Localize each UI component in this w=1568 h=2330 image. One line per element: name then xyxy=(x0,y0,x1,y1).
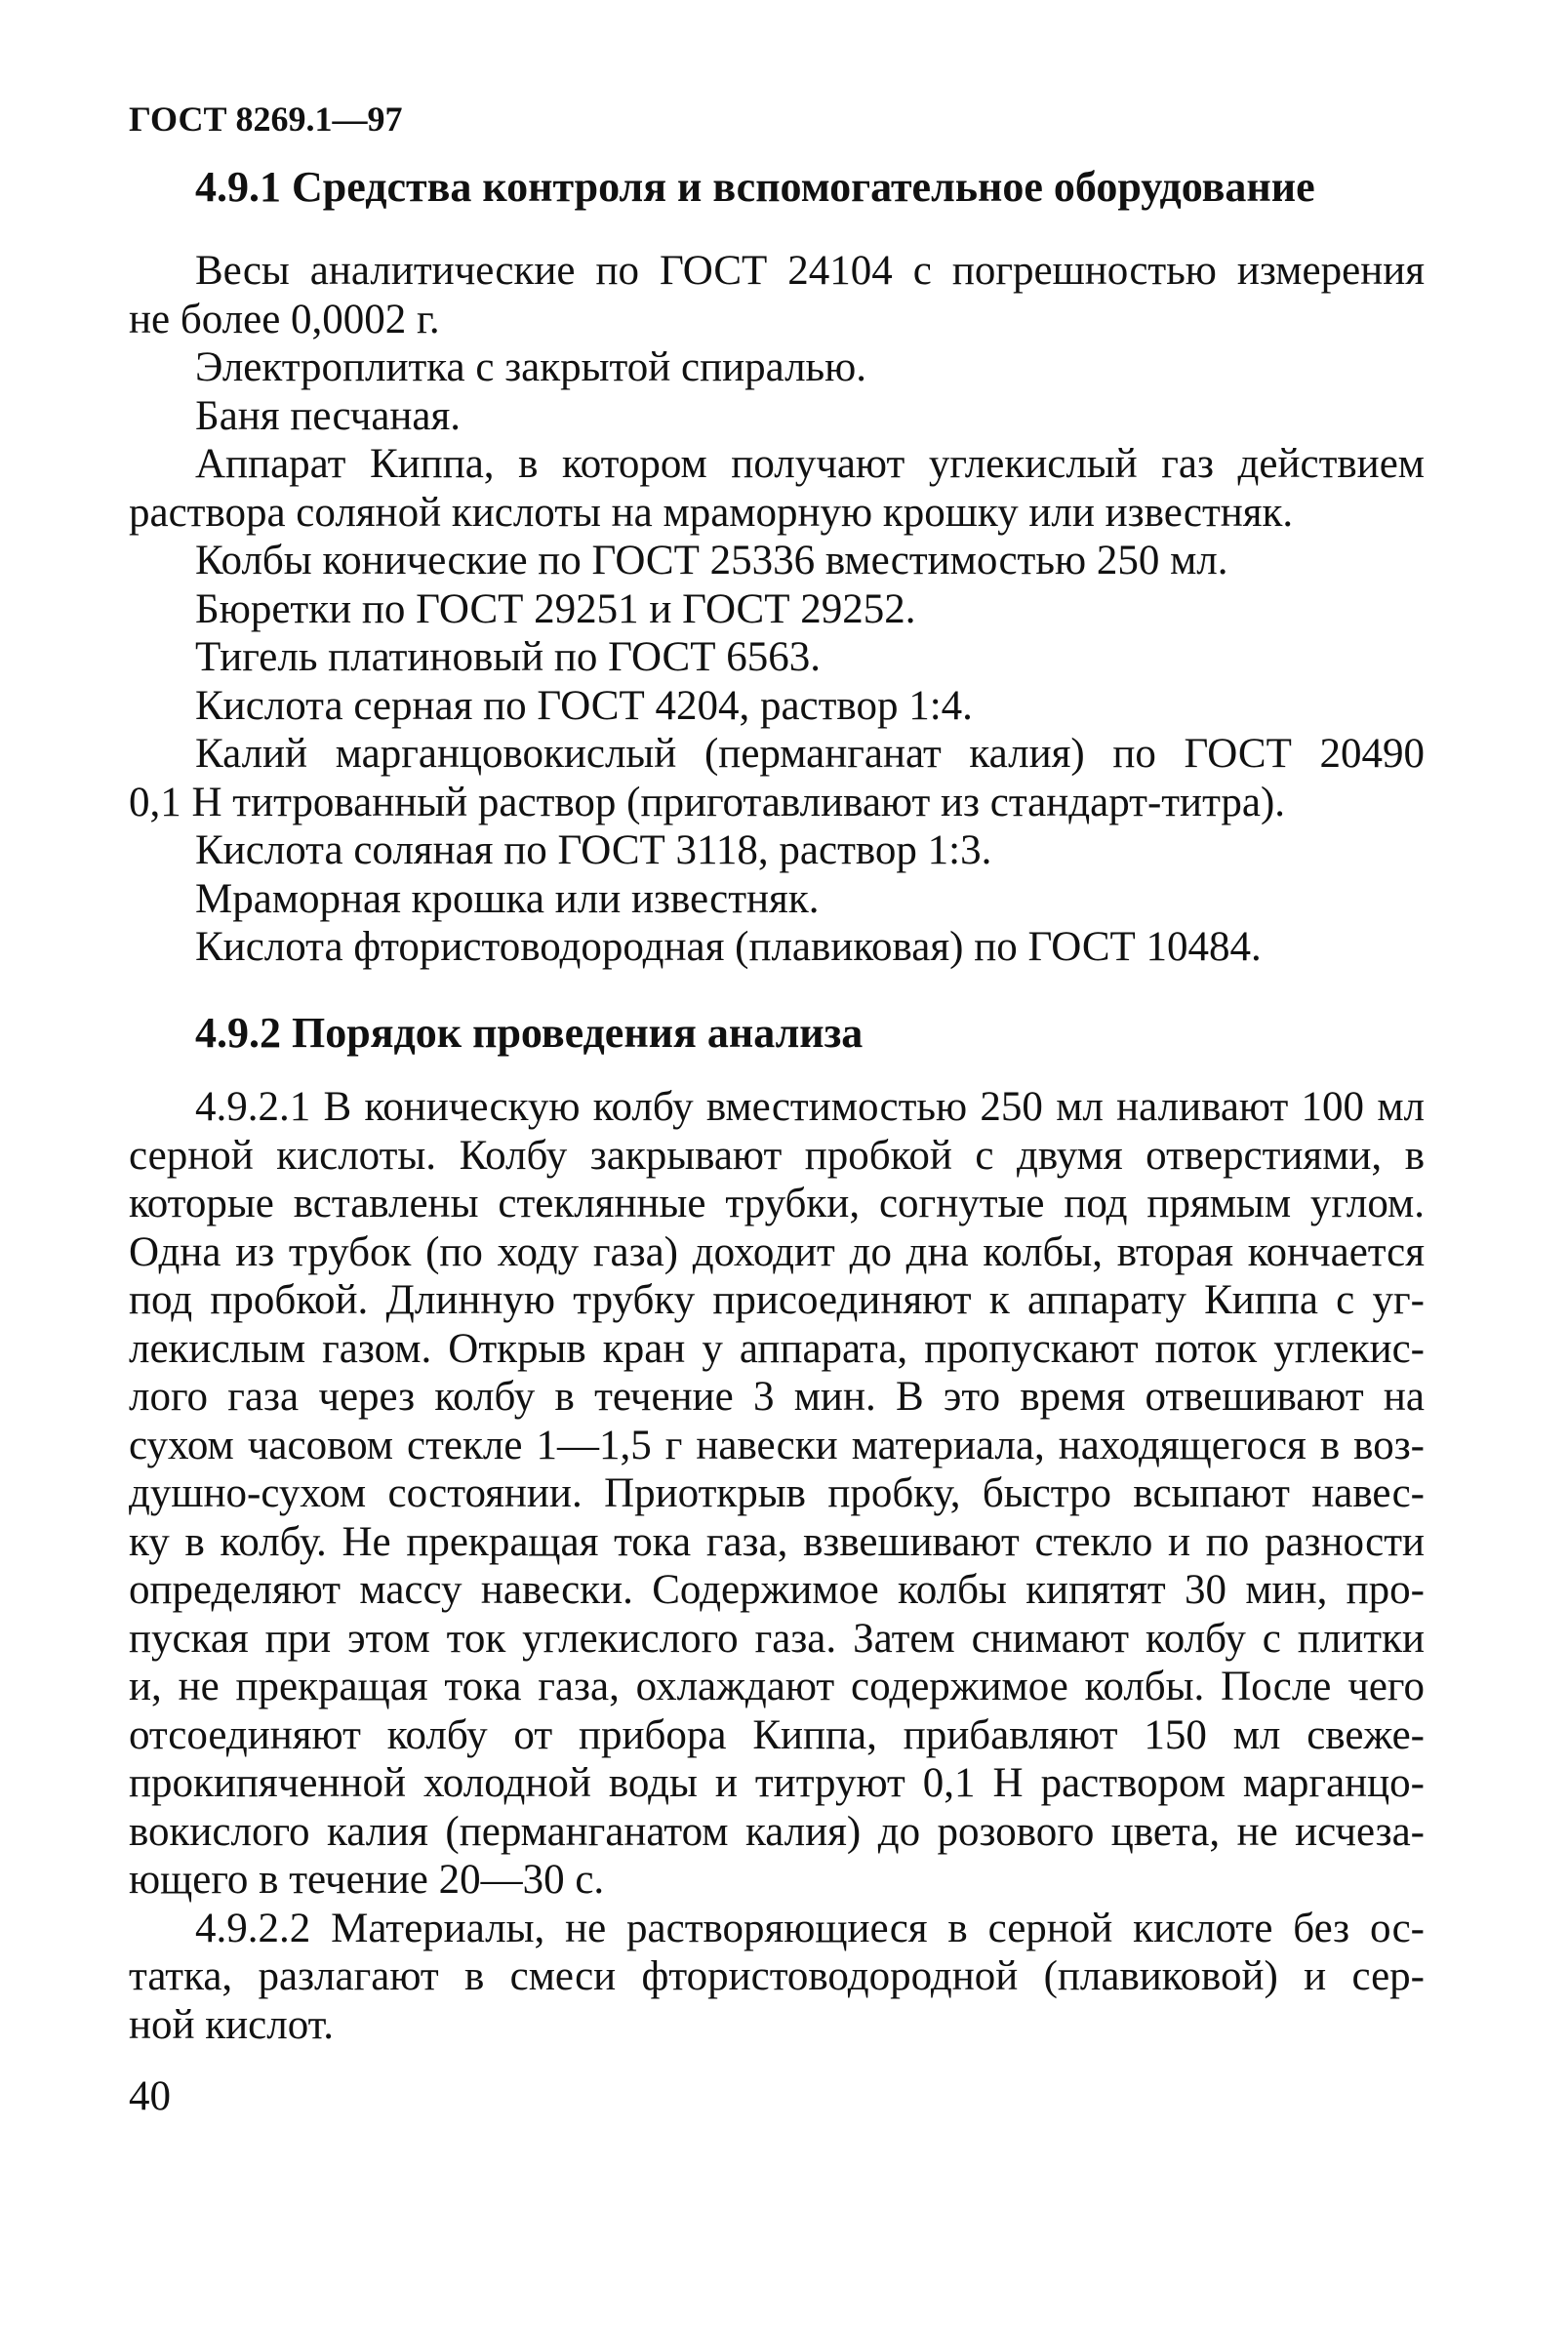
equipment-line: не более 0,0002 г. xyxy=(129,296,440,342)
document-id: ГОСТ 8269.1—97 xyxy=(129,100,403,139)
procedure-line: отсоединяют колбу от прибора Киппа, прибавляют 150 мл свеже- xyxy=(129,1711,1425,1758)
procedure-line: прокипяченной холодной воды и титруют 0,1 Н раствором марганцо- xyxy=(129,1760,1425,1806)
equipment-line: Кислота соляная по ГОСТ 3118, раствор 1:3. xyxy=(195,827,992,873)
procedure-line: душно-сухом состоянии. Приоткрыв пробку, быстро всыпают навес- xyxy=(129,1470,1425,1516)
procedure-line: которые вставлены стеклянные трубки, согнутые под прямым углом. xyxy=(129,1181,1425,1226)
procedure-line: татка, разлагают в смеси фтористоводородной (плавиковой) и сер- xyxy=(129,1953,1425,1999)
procedure-line: ку в колбу. Не прекращая тока газа, взвешивают стекло и по разности xyxy=(129,1518,1425,1565)
procedure-line: под пробкой. Длинную трубку присоединяют к аппарату Киппа с уг- xyxy=(129,1277,1425,1323)
procedure-line: определяют массу навески. Содержимое колбы кипятят 30 мин, про- xyxy=(129,1567,1425,1613)
equipment-line: Электроплитка с закрытой спиралью. xyxy=(195,344,867,390)
equipment-line: Аппарат Киппа, в котором получают углекислый газ действием xyxy=(195,441,1425,487)
equipment-line: Весы аналитические по ГОСТ 24104 с погрешностью измерения xyxy=(195,248,1425,294)
procedure-line: лого газа через колбу в течение 3 мин. В это время отвешивают на xyxy=(129,1374,1425,1420)
procedure-line: сухом часовом стекле 1—1,5 г навески материала, находящегося в воз- xyxy=(129,1422,1425,1468)
procedure-line: Одна из трубок (по ходу газа) доходит до дна колбы, вторая кончается xyxy=(129,1228,1425,1275)
procedure-line: ной кислот. xyxy=(129,2001,334,2048)
equipment-line: раствора соляной кислоты на мраморную крошку или известняк. xyxy=(129,489,1294,536)
procedure-line: ющего в течение 20—30 с. xyxy=(129,1857,605,1903)
equipment-line: Баня песчаная. xyxy=(195,392,462,439)
procedure-line: серной кислоты. Колбу закрывают пробкой с двумя отверстиями, в xyxy=(129,1132,1425,1179)
equipment-line: Тигель платиновый по ГОСТ 6563. xyxy=(195,634,821,680)
procedure-line: 4.9.2.2 Материалы, не растворяющиеся в серной кислоте без ос- xyxy=(195,1905,1425,1951)
procedure-line: лекислым газом. Открыв кран у аппарата, пропускают поток углекис- xyxy=(129,1325,1425,1372)
equipment-line: Кислота серная по ГОСТ 4204, раствор 1:4. xyxy=(195,682,973,729)
procedure-line: и, не прекращая тока газа, охлаждают содержимое колбы. После чего xyxy=(129,1664,1425,1709)
procedure-line: вокислого калия (перманганатом калия) до розового цвета, не исчеза- xyxy=(129,1808,1425,1855)
section-heading-equipment: 4.9.1 Средства контроля и вспомогательное оборудование xyxy=(195,163,1315,211)
equipment-line: 0,1 Н титрованный раствор (приготавливают из стандарт-титра). xyxy=(129,779,1286,825)
equipment-line: Мраморная крошка или известняк. xyxy=(195,875,820,922)
section-heading-procedure: 4.9.2 Порядок проведения анализа xyxy=(195,1009,864,1057)
page-number: 40 xyxy=(129,2073,171,2119)
equipment-line: Бюретки по ГОСТ 29251 и ГОСТ 29252. xyxy=(195,585,916,632)
equipment-list xyxy=(129,247,1425,972)
procedure-text xyxy=(129,1083,1425,2049)
procedure-line: 4.9.2.1 В коническую колбу вместимостью 250 мл наливают 100 мл xyxy=(195,1084,1425,1130)
equipment-line: Калий марганцовокислый (перманганат калия) по ГОСТ 20490 xyxy=(195,731,1425,777)
equipment-line: Колбы конические по ГОСТ 25336 вместимостью 250 мл. xyxy=(195,538,1228,583)
procedure-line: пуская при этом ток углекислого газа. Затем снимают колбу с плитки xyxy=(129,1615,1425,1662)
equipment-line: Кислота фтористоводородная (плавиковая) по ГОСТ 10484. xyxy=(195,924,1262,970)
